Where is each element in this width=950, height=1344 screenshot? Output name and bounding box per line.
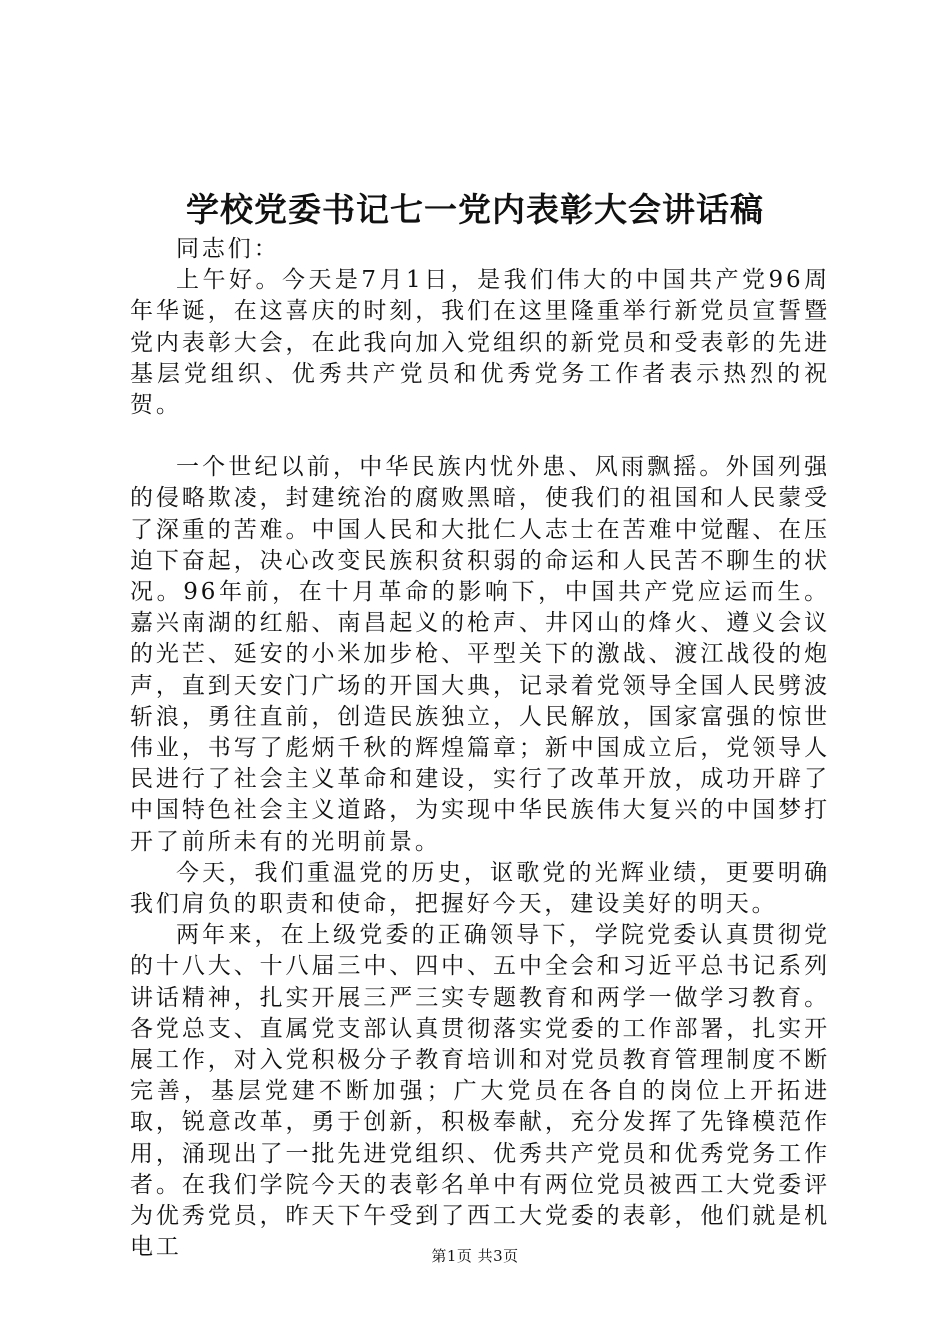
page-number-footer: 第1页 共3页	[431, 1247, 519, 1265]
salutation: 同志们：	[176, 236, 280, 262]
paragraph-achievements: 两年来，在上级党委的正确领导下，学院党委认真贯彻党的十八大、十八届三中、四中、五中全会和习近平总书记系列讲话精神，扎实开展三严三实专题教育和两学一做学习教育。各党总支、直属党支部认真贯彻落实党委的工作部署，扎实开展工作，对入党积极分子教育培训和对党员教育管理制度不断完善，基层党建不断加强；广大党员在各自的岗位上开拓进取，锐意改革，勇于创新，积极奉献，充分发挥了先锋模范作用，涌现出了一批先进党组织、优秀共产党员和优秀党务工作者。在我们学院今天的表彰名单中有两位党员被西工大党委评为优秀党员，昨天下午受到了西工大党委的表彰，他们就是机电工	[130, 922, 830, 1261]
document-body	[130, 234, 830, 1264]
document-title: 学校党委书记七一党内表彰大会讲话稿	[186, 190, 764, 229]
paragraph-history: 一个世纪以前，中华民族内忧外患、风雨飘摇。外国列强的侵略欺凌，封建统治的腐败黑暗，使我们的祖国和人民蒙受了深重的苦难。中国人民和大批仁人志士在苦难中觉醒、在压迫下奋起，决心改变民族积贫积弱的命运和人民苦不聊生的状况。96年前，在十月革命的影响下，中国共产党应运而生。嘉兴南湖的红船、南昌起义的枪声、井冈山的烽火、遵义会议的光芒、延安的小米加步枪、平型关下的激战、渡江战役的炮声，直到天安门广场的开国大典，记录着党领导全国人民劈波斩浪，勇往直前，创造民族独立，人民解放，国家富强的惊世伟业，书写了彪炳千秋的辉煌篇章；新中国成立后，党领导人民进行了社会主义革命和建设，实行了改革开放，成功开辟了中国特色社会主义道路，为实现中华民族伟大复兴的中国梦打开了前所未有的光明前景。	[130, 454, 830, 855]
paragraph-mission: 今天，我们重温党的历史，讴歌党的光辉业绩，更要明确我们肩负的职责和使命，把握好今天，建设美好的明天。	[130, 859, 830, 918]
paragraph-greeting: 上午好。今天是7月1日，是我们伟大的中国共产党96周年华诞，在这喜庆的时刻，我们在这里隆重举行新党员宣誓暨党内表彰大会，在此我向加入党组织的新党员和受表彰的先进基层党组织、优秀共产党员和优秀党务工作者表示热烈的祝贺。	[130, 267, 830, 419]
